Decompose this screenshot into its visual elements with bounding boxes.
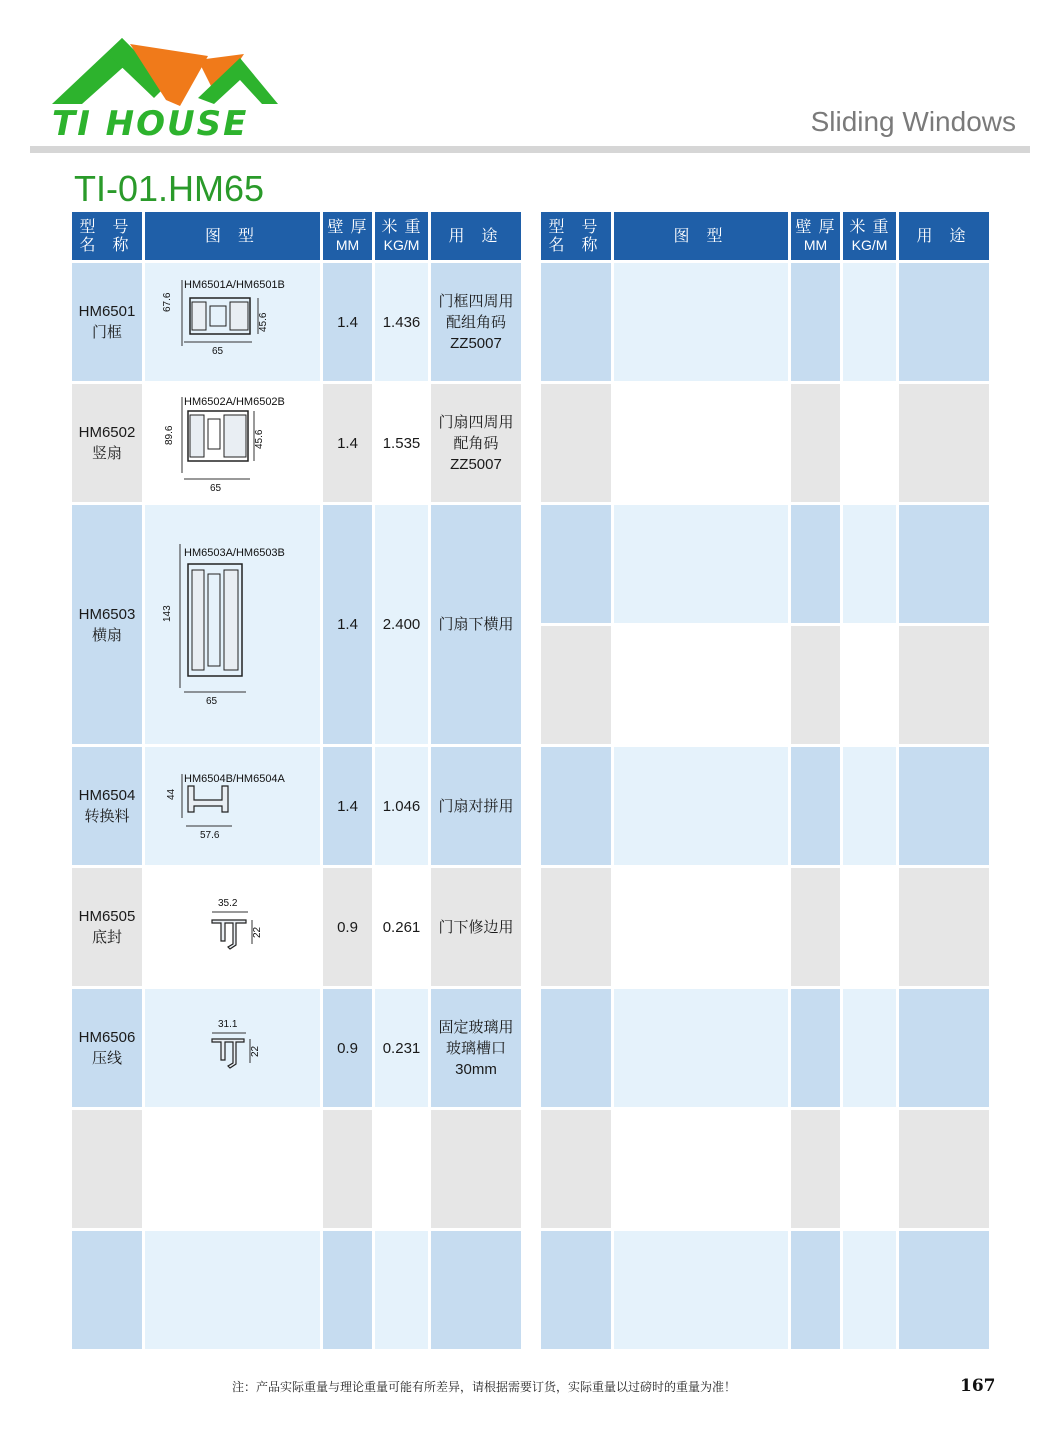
usage-note: [431, 868, 521, 986]
drawing-label: HM6503A/HM6503B: [183, 546, 285, 559]
header-model-line2: 名 称: [79, 235, 135, 254]
empty-cell: [791, 868, 840, 986]
empty-cell: [899, 1231, 989, 1349]
header-model-line2: 名 称: [548, 235, 604, 254]
wall-thickness: 1.4: [323, 747, 372, 865]
dim-width: 31.1: [217, 1019, 237, 1030]
dim-width: 65: [211, 346, 223, 357]
meter-weight: 2.400: [375, 505, 428, 744]
empty-cell: [899, 384, 989, 502]
empty-cell: [614, 1231, 788, 1349]
header-model: [541, 212, 611, 260]
product-code: HM6503: [78, 605, 136, 623]
empty-cell: [899, 989, 989, 1107]
dim-height: 22: [249, 1045, 261, 1057]
empty-cell: [72, 1231, 142, 1349]
product-name: 转换料: [84, 808, 130, 825]
empty-cell: [843, 263, 896, 381]
dim-width: 65: [209, 483, 221, 494]
product-name: 门框: [91, 324, 122, 341]
empty-cell: [541, 989, 611, 1107]
empty-cell: [541, 505, 611, 623]
drawing-label: HM6504B/HM6504A: [183, 773, 285, 785]
usage-line: 30mm: [455, 1060, 497, 1078]
usage-line: 门扇四周用: [438, 413, 514, 431]
product-name: 竖扇: [91, 445, 122, 462]
usage-line: 门下修边用: [438, 918, 514, 936]
header-model-line1: 型 号: [79, 217, 135, 236]
empty-cell: [791, 747, 840, 865]
usage-note: [431, 989, 521, 1107]
usage-line: 门框四周用: [438, 292, 514, 310]
header-drawing: 图 型: [145, 212, 320, 260]
empty-cell: [614, 505, 788, 623]
profile-drawing-hm6505: [145, 868, 320, 986]
empty-cell: [614, 263, 788, 381]
empty-cell: [541, 747, 611, 865]
header-wall: [323, 212, 372, 260]
empty-cell: [614, 868, 788, 986]
wall-thickness: 1.4: [323, 263, 372, 381]
product-code: HM6504: [78, 787, 136, 804]
header-usage: 用 途: [431, 212, 521, 260]
empty-cell: [375, 1231, 428, 1349]
empty-cell: [843, 1110, 896, 1228]
header-wall-line2: MM: [335, 237, 360, 253]
empty-cell: [843, 989, 896, 1107]
table-row-hm6505-model: [72, 868, 142, 986]
header-model-line1: 型 号: [548, 217, 604, 236]
empty-cell: [145, 1110, 320, 1228]
profile-drawing-hm6502: [145, 384, 320, 502]
dim-height-2: 45.6: [257, 312, 269, 332]
header-weight: [843, 212, 896, 260]
empty-cell: [72, 1110, 142, 1228]
usage-line: ZZ5007: [450, 334, 502, 352]
drawing-label: HM6502A/HM6502B: [183, 396, 285, 408]
meter-weight: 0.261: [375, 868, 428, 986]
table-row-hm6501-model: [72, 263, 142, 381]
page-number: 167: [960, 1376, 996, 1396]
empty-cell: [791, 263, 840, 381]
wall-thickness: 0.9: [323, 989, 372, 1107]
empty-cell: [843, 505, 896, 623]
dim-height: 22: [251, 926, 263, 938]
header-divider: [30, 146, 1030, 153]
header-wall: [791, 212, 840, 260]
empty-cell: [614, 626, 788, 744]
empty-cell: [145, 1231, 320, 1349]
empty-cell: [791, 626, 840, 744]
header-usage: 用 途: [899, 212, 989, 260]
profile-drawing-hm6503: [145, 505, 320, 744]
profile-drawing-hm6501: [145, 263, 320, 381]
product-code: HM6501: [78, 303, 136, 320]
usage-line: 门扇下横用: [438, 616, 514, 633]
table-row-hm6504-model: [72, 747, 142, 865]
header-weight: [375, 212, 428, 260]
drawing-label: HM6501A/HM6501B: [183, 279, 285, 291]
series-title: TI-01.HM65: [74, 168, 265, 209]
empty-cell: [899, 747, 989, 865]
usage-line: ZZ5007: [450, 455, 502, 473]
empty-cell: [541, 384, 611, 502]
meter-weight: 1.535: [375, 384, 428, 502]
usage-line: 门扇对拼用: [438, 797, 514, 815]
dim-height: 143: [161, 604, 173, 622]
empty-cell: [899, 626, 989, 744]
wall-thickness: 0.9: [323, 868, 372, 986]
header-wall-line1: 壁 厚: [327, 217, 368, 236]
empty-cell: [791, 1110, 840, 1228]
empty-cell: [323, 1231, 372, 1349]
section-title: Sliding Windows: [810, 106, 1016, 137]
profile-drawing-hm6504: [145, 747, 320, 865]
empty-cell: [791, 505, 840, 623]
header-wall-line1: 壁 厚: [795, 217, 836, 236]
empty-cell: [899, 868, 989, 986]
header-weight-line2: KG/M: [383, 237, 420, 253]
dim-height: 89.6: [163, 425, 175, 445]
empty-cell: [843, 1231, 896, 1349]
wall-thickness: 1.4: [323, 384, 372, 502]
meter-weight: 1.046: [375, 747, 428, 865]
empty-cell: [541, 1110, 611, 1228]
product-table-left: [72, 212, 521, 1349]
meter-weight: 1.436: [375, 263, 428, 381]
dim-height: 67.6: [161, 292, 173, 312]
header-weight-line1: 米 重: [381, 217, 422, 236]
empty-cell: [614, 747, 788, 865]
usage-line: 固定玻璃用: [438, 1018, 514, 1036]
dim-width: 65: [205, 695, 217, 707]
logo-text: TI HOUSE: [52, 104, 249, 144]
header-weight-line2: KG/M: [851, 237, 888, 253]
empty-cell: [541, 1231, 611, 1349]
empty-cell: [899, 263, 989, 381]
empty-cell: [541, 263, 611, 381]
usage-note: [431, 263, 521, 381]
usage-line: 玻璃槽口: [445, 1039, 506, 1057]
dim-width: 57.6: [199, 830, 219, 841]
header-drawing: 图 型: [614, 212, 788, 260]
usage-note: [431, 505, 521, 744]
empty-cell: [843, 747, 896, 865]
empty-cell: [791, 384, 840, 502]
empty-cell: [541, 868, 611, 986]
product-table-right: [541, 212, 989, 1349]
meter-weight: 0.231: [375, 989, 428, 1107]
usage-note: [431, 747, 521, 865]
footnote: 注：产品实际重量与理论重量可能有所差异，请根据需要订货，实际重量以过磅时的重量为准！: [232, 1380, 737, 1394]
product-name: 底封: [91, 929, 122, 946]
product-name: 压线: [91, 1050, 122, 1067]
wall-thickness: 1.4: [323, 505, 372, 744]
empty-cell: [614, 989, 788, 1107]
header-wall-line2: MM: [803, 237, 828, 253]
empty-cell: [843, 626, 896, 744]
empty-cell: [541, 626, 611, 744]
dim-width: 35.2: [217, 898, 237, 909]
empty-cell: [431, 1231, 521, 1349]
product-code: HM6506: [78, 1029, 136, 1046]
empty-cell: [791, 989, 840, 1107]
usage-note: [431, 384, 521, 502]
empty-cell: [899, 505, 989, 623]
usage-line: 配角码: [453, 434, 499, 452]
empty-cell: [375, 1110, 428, 1228]
dim-height: 44: [165, 788, 177, 800]
empty-cell: [899, 1110, 989, 1228]
empty-cell: [323, 1110, 372, 1228]
header-weight-line1: 米 重: [849, 217, 890, 236]
empty-cell: [614, 1110, 788, 1228]
empty-cell: [431, 1110, 521, 1228]
empty-cell: [614, 384, 788, 502]
usage-line: 配组角码: [445, 313, 506, 331]
table-row-hm6503-model: [72, 505, 142, 744]
product-name: 横扇: [91, 626, 122, 644]
dim-height-2: 45.6: [253, 429, 265, 449]
table-row-hm6506-model: [72, 989, 142, 1107]
profile-drawing-hm6506: [145, 989, 320, 1107]
header-model: [72, 212, 142, 260]
empty-cell: [791, 1231, 840, 1349]
product-code: HM6502: [78, 424, 136, 441]
table-row-hm6502-model: [72, 384, 142, 502]
empty-cell: [843, 384, 896, 502]
empty-cell: [843, 868, 896, 986]
product-code: HM6505: [78, 908, 136, 925]
